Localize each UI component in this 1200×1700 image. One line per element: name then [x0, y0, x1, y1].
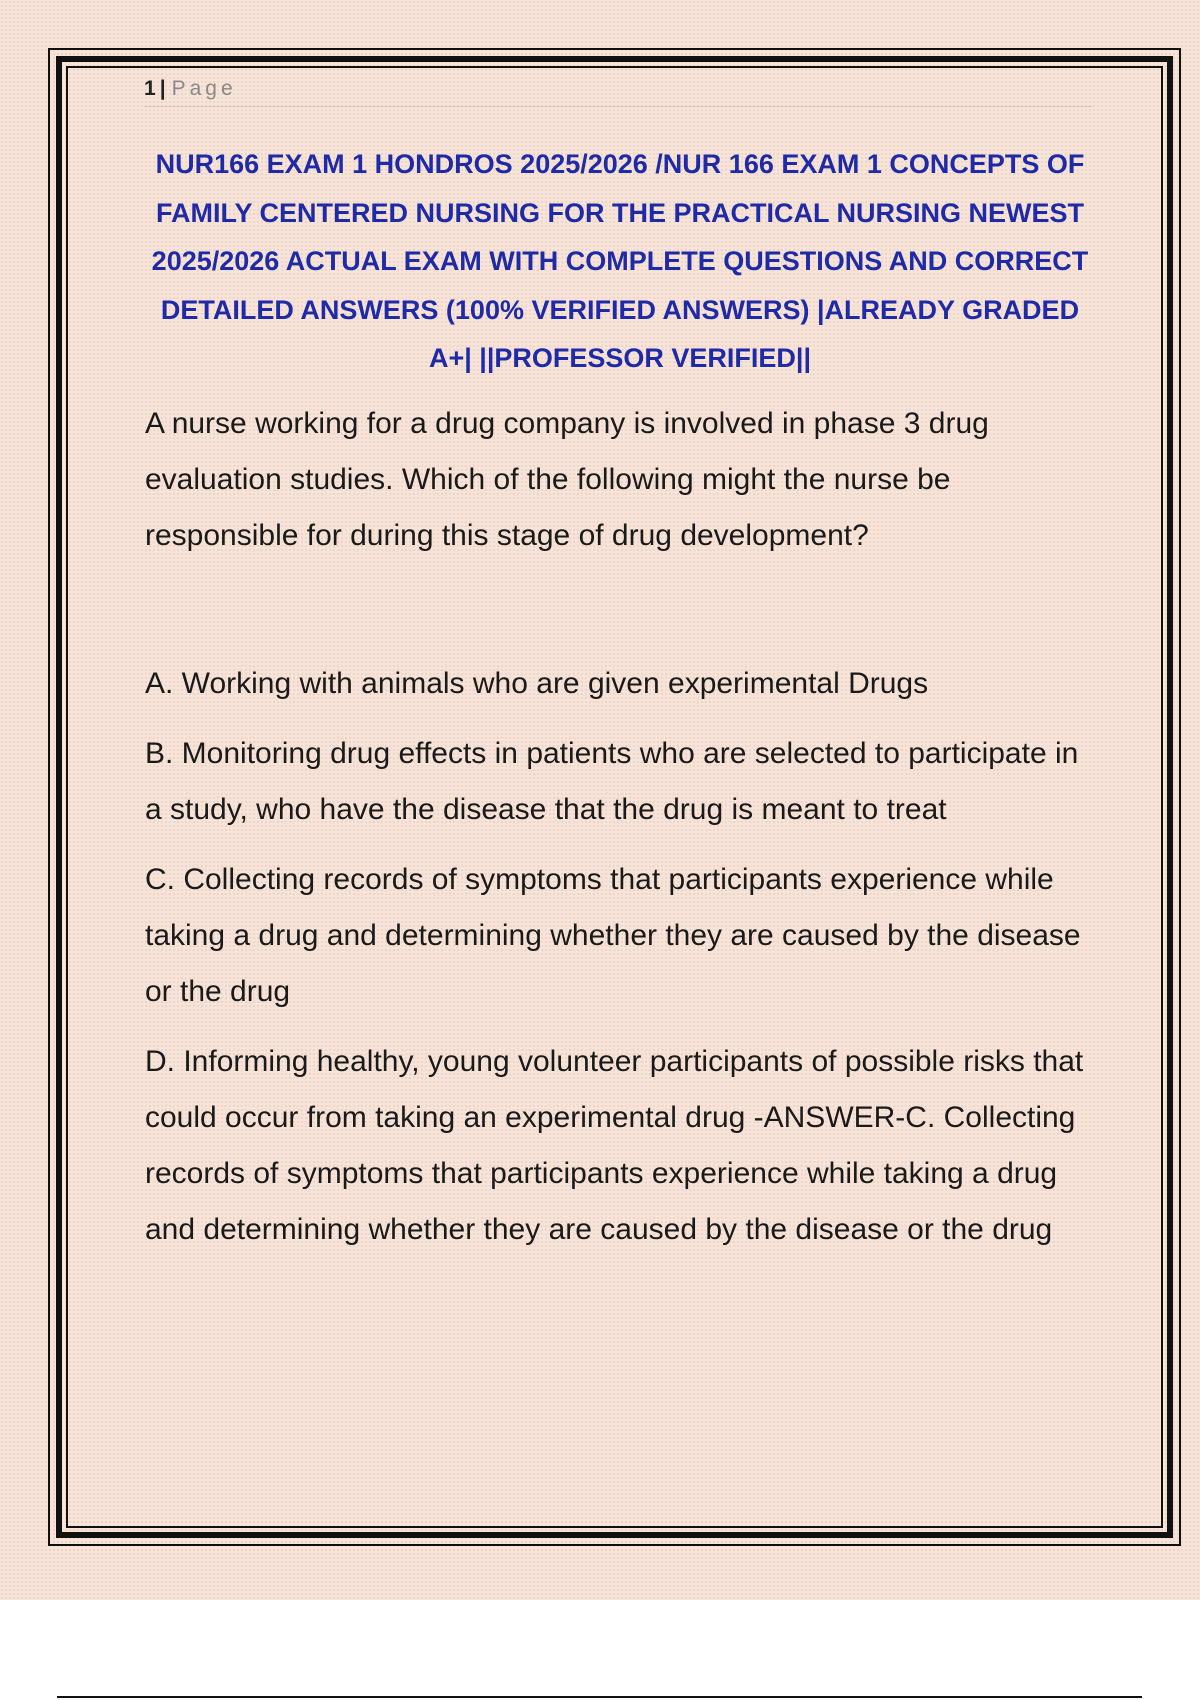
page-number: 1 — [144, 77, 156, 100]
page-header — [144, 74, 1092, 107]
page-separator: | — [159, 77, 166, 100]
question-block — [145, 396, 1095, 1272]
option-c: C. Collecting records of symptoms that participants experience while taking a drug and determining whether they are caused by the disease or the drug — [145, 863, 1081, 1008]
option-d-with-answer: D. Informing healthy, young volunteer participants of possible risks that could occur from taking an experimental drug -ANSWER-C. Collecting records of symptoms that participants experience while taking a drug and determining whether they are caused by the disease or the drug — [145, 1045, 1084, 1246]
option-b: B. Monitoring drug effects in patients who are selected to participate in a study, who have the disease that the drug is meant to treat — [145, 737, 1079, 826]
document-title: NUR166 EXAM 1 HONDROS 2025/2026 /NUR 166 EXAM 1 CONCEPTS OF FAMILY CENTERED NURSING FOR THE PRACTICAL NURSING NEWEST 2025/2026 ACTUAL EXAM WITH COMPLETE QUESTIONS AND CORRECT DETAILED ANSWERS (100% VERIFIED ANSWERS) |ALREADY GRADED A+| ||PROFESSOR VERIFIED|| — [151, 149, 1089, 373]
page-label: Page — [171, 77, 237, 100]
option-a: A. Working with animals who are given experimental Drugs — [145, 667, 929, 700]
next-page-border-top — [57, 1696, 1142, 1698]
question-text: A nurse working for a drug company is involved in phase 3 drug evaluation studies. Which of the following might the nurse be responsible for during this stage of drug development? — [145, 407, 989, 552]
